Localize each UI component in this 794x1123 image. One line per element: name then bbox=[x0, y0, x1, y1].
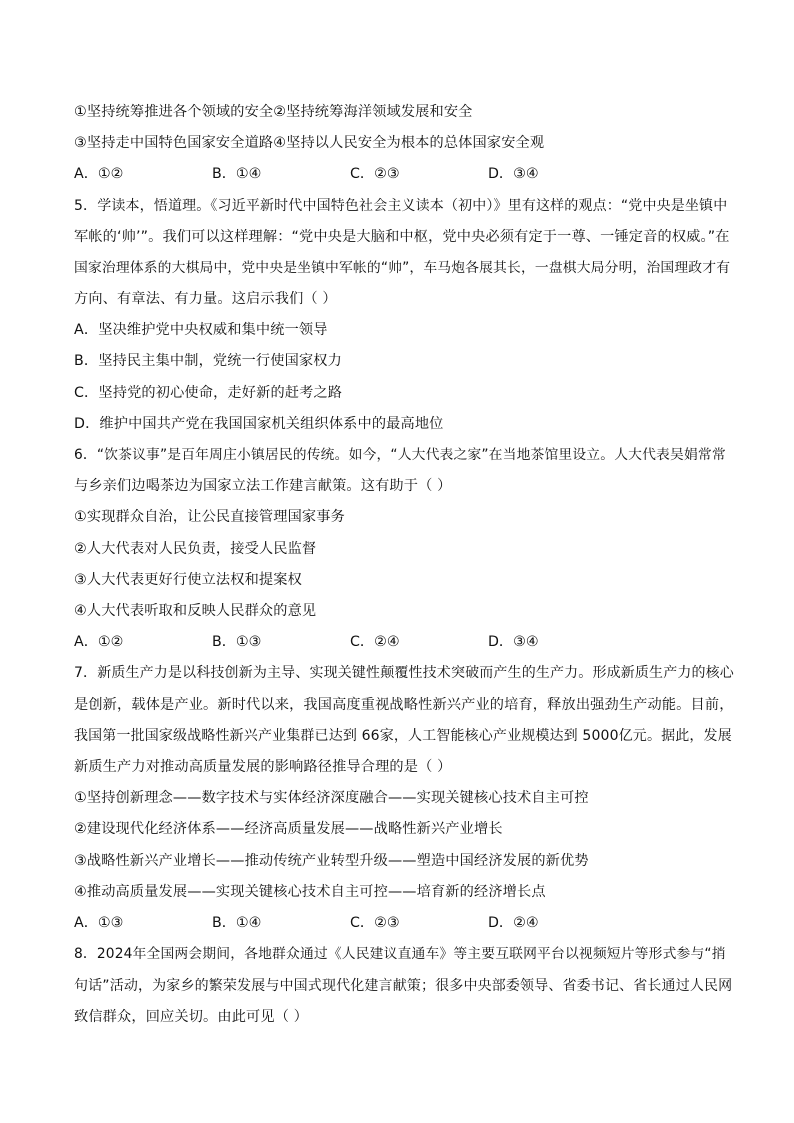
q7-option-c: C．②③ bbox=[350, 915, 400, 931]
q4-option-c: C．②③ bbox=[350, 166, 400, 182]
q6-option-d: D．③④ bbox=[488, 634, 539, 650]
q5-stem-line-2: 军帐的‘帅’”。我们可以这样理解：“党中央是大脑和中枢，党中央必须有定于一尊、一锤定音的权威。”在 bbox=[74, 229, 730, 245]
q7-item-2: ②建设现代化经济体系——经济高质量发展——战略性新兴产业增长 bbox=[74, 821, 503, 837]
q7-options bbox=[74, 914, 734, 932]
q6-stem-line-1: 6．“饮茶议事”是百年周庄小镇居民的传统。如今，“人大代表之家”在当地茶馆里设立。人大代表吴娟常常 bbox=[74, 447, 726, 463]
q5-option-c: C．坚持党的初心使命，走好新的赶考之路 bbox=[74, 385, 343, 401]
q4-item-line-1: ①坚持统筹推进各个领域的安全②坚持统筹海洋领域发展和安全 bbox=[74, 104, 473, 120]
q6-item-3: ③人大代表更好行使立法权和提案权 bbox=[74, 572, 302, 588]
q4-option-d: D．③④ bbox=[488, 166, 539, 182]
q4-options bbox=[74, 165, 734, 183]
q5-option-d: D．维护中国共产党在我国国家机关组织体系中的最高地位 bbox=[74, 416, 444, 432]
q5-option-b: B．坚持民主集中制，党统一行使国家权力 bbox=[74, 353, 342, 369]
q5-stem-line-4: 方向、有章法、有力量。这启示我们（ ） bbox=[74, 291, 337, 307]
q7-item-4: ④推动高质量发展——实现关键核心技术自主可控——培育新的经济增长点 bbox=[74, 884, 546, 900]
q7-option-d: D．②④ bbox=[488, 915, 539, 931]
q7-option-a: A．①③ bbox=[74, 915, 124, 931]
q7-item-3: ③战略性新兴产业增长——推动传统产业转型升级——塑造中国经济发展的新优势 bbox=[74, 853, 589, 869]
q7-stem-line-4: 新质生产力对推动高质量发展的影响路径推导合理的是（ ） bbox=[74, 759, 452, 775]
q6-item-1: ①实现群众自治，让公民直接管理国家事务 bbox=[74, 509, 345, 525]
q4-option-b: B．①④ bbox=[212, 166, 262, 182]
q6-option-a: A．①② bbox=[74, 634, 124, 650]
q6-item-4: ④人大代表听取和反映人民群众的意见 bbox=[74, 603, 317, 619]
q4-option-a: A．①② bbox=[74, 166, 124, 182]
q6-option-b: B．①③ bbox=[212, 634, 262, 650]
q8-stem-line-1: 8．2024年全国两会期间，各地群众通过《人民建议直通车》等主要互联网平台以视频短片等形式参与“捎 bbox=[74, 946, 726, 962]
q5-option-a: A．坚决维护党中央权威和集中统一领导 bbox=[74, 322, 328, 338]
q7-option-b: B．①④ bbox=[212, 915, 262, 931]
q6-option-c: C．②④ bbox=[350, 634, 400, 650]
q7-stem-line-3: 我国第一批国家级战略性新兴产业集群已达到 66家，人工智能核心产业规模达到 5000亿元。据此，发展 bbox=[74, 728, 732, 744]
q5-stem-line-3: 国家治理体系的大棋局中，党中央是坐镇中军帐的“帅”，车马炮各展其长，一盘棋大局分明，治国理政才有 bbox=[74, 260, 731, 276]
q4-item-line-2: ③坚持走中国特色国家安全道路④坚持以人民安全为根本的总体国家安全观 bbox=[74, 135, 545, 151]
q6-options bbox=[74, 633, 734, 651]
q8-stem-line-2: 句话”活动，为家乡的繁荣发展与中国式现代化建言献策；很多中央部委领导、省委书记、省长通过人民网 bbox=[74, 978, 733, 994]
q7-stem-line-2: 是创新，载体是产业。新时代以来，我国高度重视战略性新兴产业的培育，释放出强劲生产动能。目前， bbox=[74, 697, 734, 713]
q6-item-2: ②人大代表对人民负责，接受人民监督 bbox=[74, 541, 317, 557]
q6-stem-line-2: 与乡亲们边喝茶边为国家立法工作建言献策。这有助于（ ） bbox=[74, 478, 452, 494]
q5-stem-line-1: 5．学读本，悟道理。《习近平新时代中国特色社会主义读本（初中）》里有这样的观点：“党中央是坐镇中 bbox=[74, 198, 728, 214]
q7-item-1: ①坚持创新理念——数字技术与实体经济深度融合——实现关键核心技术自主可控 bbox=[74, 790, 589, 806]
q7-stem-line-1: 7．新质生产力是以科技创新为主导、实现关键性颠覆性技术突破而产生的生产力。形成新质生产力的核心 bbox=[74, 665, 734, 681]
q8-stem-line-3: 致信群众，回应关切。由此可见（ ） bbox=[74, 1009, 309, 1025]
